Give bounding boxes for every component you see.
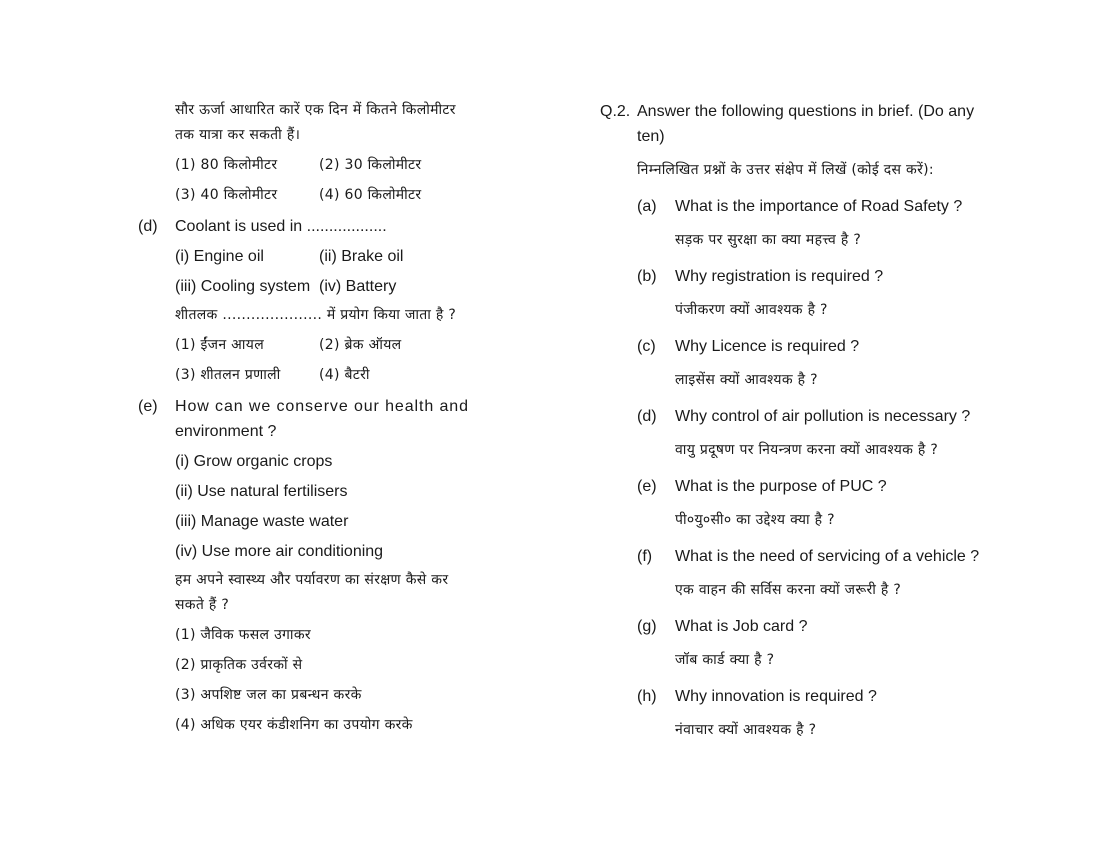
- q2-c-text: Why Licence is required ?: [675, 338, 860, 355]
- q-c-option-1: (1) 80 किलोमीटर: [175, 157, 278, 173]
- q-d-option-iv: (iv) Battery: [319, 278, 397, 295]
- q2-g-text: What is Job card ?: [675, 618, 808, 635]
- q-d-hindi: शीतलक ..................... में प्रयोग किया जाता है ?: [175, 307, 457, 323]
- q2-g-label: (g): [637, 618, 657, 635]
- q-e-option-ii: (ii) Use natural fertilisers: [175, 483, 348, 500]
- q-c-hindi-line2: तक यात्रा कर सकती हैं।: [175, 127, 301, 143]
- q2-f-label: (f): [637, 548, 653, 565]
- q-e-label: (e): [138, 398, 158, 415]
- q-d-option-hindi-4: (4) बैटरी: [319, 367, 370, 383]
- q-e-option-hindi-4: (4) अधिक एयर कंडीशनिग का उपयोग करके: [175, 717, 413, 733]
- q2-e-hindi: पी०यु०सी० का उद्देश्य क्या है ?: [675, 512, 835, 528]
- q-e-option-iv: (iv) Use more air conditioning: [175, 543, 384, 560]
- q-e-hindi-line2: सकते हैं ?: [175, 597, 230, 613]
- q-c-option-4: (4) 60 किलोमीटर: [319, 187, 422, 203]
- q-e-option-hindi-2: (2) प्राकृतिक उर्वरकों से: [175, 657, 303, 673]
- q-d-option-iii: (iii) Cooling system: [175, 278, 311, 295]
- q-d-option-hindi-1: (1) ईंजन आयल: [175, 337, 264, 353]
- q2-h-text: Why innovation is required ?: [675, 688, 877, 705]
- q-d-option-ii: (ii) Brake oil: [319, 248, 404, 265]
- q2-a-label: (a): [637, 198, 657, 215]
- q2-b-hindi: पंजीकरण क्यों आवश्यक है ?: [675, 302, 828, 318]
- q2-h-hindi: नंवाचार क्यों आवश्यक है ?: [675, 722, 817, 738]
- q-d-label: (d): [138, 218, 158, 235]
- q-e-option-hindi-1: (1) जैविक फसल उगाकर: [175, 627, 311, 643]
- q-e-option-hindi-3: (3) अपशिष्ट जल का प्रबन्धन करके: [175, 687, 362, 703]
- q2-label: Q.2.: [600, 103, 631, 120]
- q2-e-text: What is the purpose of PUC ?: [675, 478, 887, 495]
- q-e-hindi-line1: हम अपने स्वास्थ्य और पर्यावरण का संरक्षण कैसे कर: [175, 572, 449, 588]
- q2-d-hindi: वायु प्रदूषण पर नियन्त्रण करना क्यों आवश्यक है ?: [675, 442, 939, 458]
- q2-a-text: What is the importance of Road Safety ?: [675, 198, 963, 215]
- q2-hindi: निम्नलिखित प्रश्नों के उत्तर संक्षेप में लिखें (कोई दस करें):: [637, 162, 934, 178]
- q2-d-label: (d): [637, 408, 657, 425]
- q2-h-label: (h): [637, 688, 657, 705]
- q2-b-text: Why registration is required ?: [675, 268, 884, 285]
- q2-d-text: Why control of air pollution is necessary ?: [675, 408, 971, 425]
- q-d-option-hindi-3: (3) शीतलन प्रणाली: [175, 367, 281, 383]
- q2-c-hindi: लाइसेंस क्यों आवश्यक है ?: [675, 372, 818, 388]
- q2-b-label: (b): [637, 268, 657, 285]
- q-e-option-iii: (iii) Manage waste water: [175, 513, 349, 530]
- q2-a-hindi: सड़क पर सुरक्षा का क्या महत्त्व है ?: [675, 232, 862, 248]
- q2-f-text: What is the need of servicing of a vehicle ?: [675, 548, 980, 565]
- q-c-hindi-line1: सौर ऊर्जा आधारित कारें एक दिन में कितने किलोमीटर: [175, 102, 456, 118]
- q-e-option-i: (i) Grow organic crops: [175, 453, 333, 470]
- q2-text-line2: ten): [637, 128, 665, 145]
- q-c-option-2: (2) 30 किलोमीटर: [319, 157, 422, 173]
- q-e-text-line1: How can we conserve our health and: [175, 398, 469, 415]
- q2-text-line1: Answer the following questions in brief. (Do any: [637, 103, 975, 120]
- q2-e-label: (e): [637, 478, 657, 495]
- q-c-option-3: (3) 40 किलोमीटर: [175, 187, 278, 203]
- q-d-text: Coolant is used in ..................: [175, 218, 387, 235]
- q2-c-label: (c): [637, 338, 656, 355]
- q2-f-hindi: एक वाहन की सर्विस करना क्यों जरूरी है ?: [675, 582, 902, 598]
- q-d-option-i: (i) Engine oil: [175, 248, 264, 265]
- q2-g-hindi: जॉब कार्ड क्या है ?: [675, 652, 775, 668]
- q-d-option-hindi-2: (2) ब्रेक ऑयल: [319, 337, 402, 353]
- q-e-text-line2: environment ?: [175, 423, 277, 440]
